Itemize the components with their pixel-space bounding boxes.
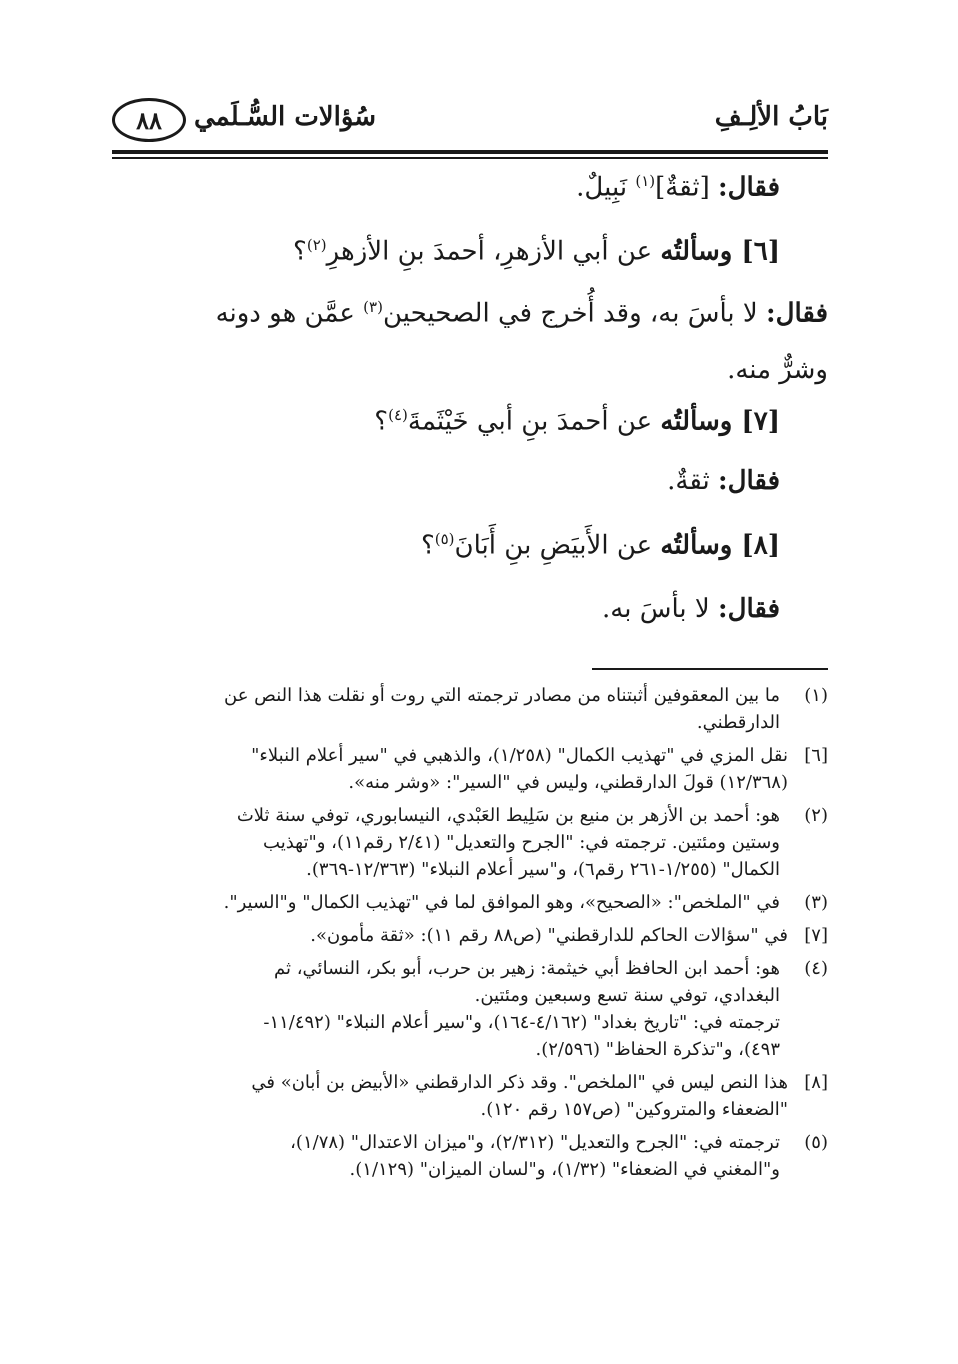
- header-rule-thin: [112, 157, 828, 159]
- question-8: [٨] وسألتُه عن الأَبيَضِ بنِ أَبَانَ$^{(٥)}$؟: [420, 530, 780, 561]
- question-7: [٧] وسألتُه عن أحمدَ بنِ أبي خَيْثَمةَ$^{(٤)}$؟: [374, 406, 780, 437]
- footnote-2: (٢) هو: أحمد بن الأزهر بن منيع بن سَلِيط العَبْدي، النيسابوري، توفي سنة ثلاث وستين ومئتين. ترجمته في: "الجرح والتعديل" (٢/٤١ رقم١١)، و"تهذيب الكمال" (١/٢٥٥-٢٦١ رقم٦)، و"سير أعلام النبلاء" (١٢/٣٦٣-٣٦٩).: [236, 805, 828, 880]
- chapter-title: بَابُ الألِـفِ: [714, 102, 828, 132]
- text-line: فقال: لا بأسَ به، وقد أُخرج في الصحيحين$^{(٣)}$ عمَّن هو دونه: [215, 298, 828, 329]
- footnote-6: [٦] نقل المزي في "تهذيب الكمال" (١/٢٥٨)، والذهبي في "سير أعلام النبلاء" (١٢/٣٦٨) قولَ الدارقطني، وليس في "السير": «وشر منه».: [251, 745, 828, 793]
- page-header: [112, 92, 828, 150]
- footnote-4: (٤) هو: أحمد ابن الحافظ أبي خيثمة: زهير بن حرب، أبو بكر، النسائي، ثم البغدادي، توفي سنة تسع وسبعين ومئتين. ترجمته في: "تاريخ بغداد" (٤/١٦٢-١٦٤)، و"سير أعلام النبلاء" (١١/٤٩٢- ٤٩٣)، و"تذكرة الحفاظ" (٢/٥٩٦).: [263, 958, 828, 1060]
- footnote-8: [٨] هذا النص ليس في "الملخص". وقد ذكر الدارقطني «الأبيض بن أبان» في "الضعفاء والمتروكين" (ص١٥٧ رقم ١٢٠).: [251, 1072, 828, 1120]
- text-line: فقال: [ثقةٌ]$^{(١)}$ نَبِيلٌ.: [576, 172, 780, 203]
- page-number-badge: [112, 98, 186, 142]
- footnote-separator: [592, 668, 828, 670]
- footnote-7: [٧] في "سؤالات الحاكم للدارقطني" (ص٨٨ رقم ١١): «ثقة مأمون».: [310, 925, 828, 946]
- book-title: سُؤالات السُّـلَمي: [194, 102, 377, 132]
- question-6: [٦] وسألتُه عن أبي الأزهرِ، أحمدَ بنِ الأزهرِ$^{(٢)}$؟: [293, 236, 780, 267]
- footnotes: [112, 682, 828, 1189]
- header-rule-thick: [112, 150, 828, 154]
- text-line: فقال: لا بأسَ به.: [602, 594, 780, 624]
- footnote-3: (٣) في "الملخص": «الصحيح»، وهو الموافق لما في "تهذيب الكمال" و"السير".: [223, 892, 828, 913]
- text-line: وشرٌّ منه.: [727, 355, 828, 385]
- footnote-5: (٥) ترجمته في: "الجرح والتعديل" (٢/٣١٢)، و"ميزان الاعتدال" (١/٧٨)، و"المغني في الضعفاء" (١/٣٢)، و"لسان الميزان" (١/١٢٩).: [290, 1132, 828, 1180]
- footnote-1: (١) ما بين المعقوفين أثبتناه من مصادر ترجمته التي روت أو نقلت هذا النص عن الدارقطني.: [224, 685, 828, 733]
- page-number: ٨٨: [136, 105, 162, 135]
- text-line: فقال: ثقةٌ.: [667, 466, 780, 496]
